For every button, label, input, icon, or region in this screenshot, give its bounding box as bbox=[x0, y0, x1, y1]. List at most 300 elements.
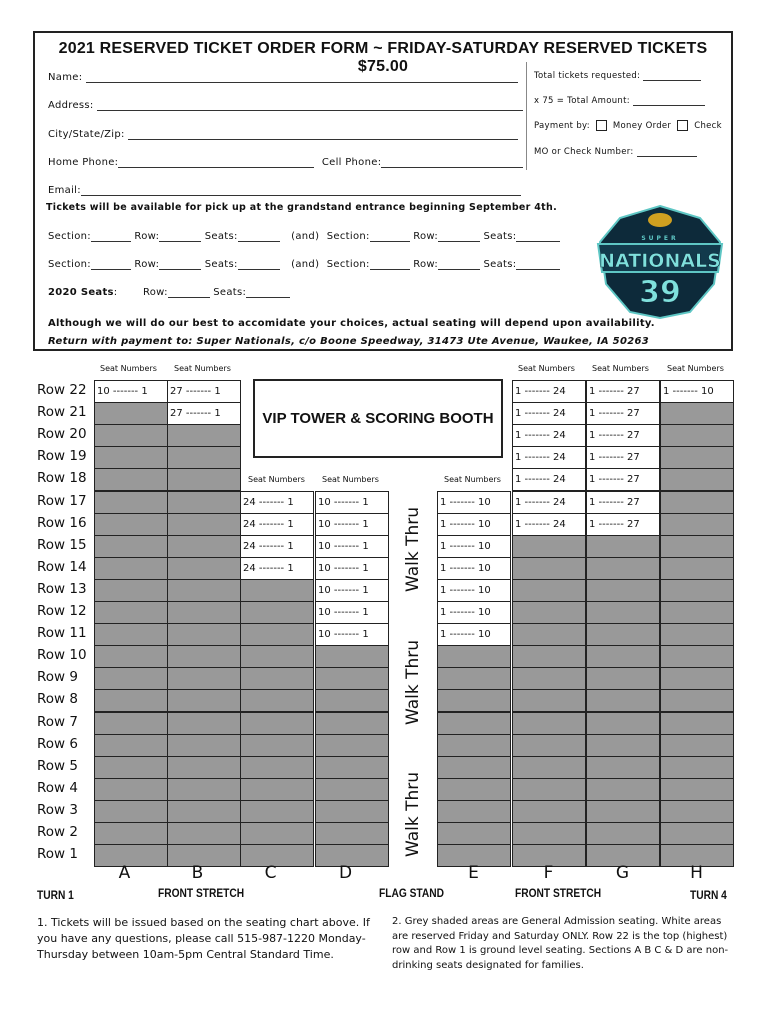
seats-label: Seats: bbox=[213, 287, 247, 298]
row-label: Row 19 bbox=[37, 448, 87, 465]
seat-cell bbox=[94, 645, 168, 668]
seat-cell bbox=[315, 645, 389, 668]
total-amount-field[interactable] bbox=[534, 96, 705, 106]
seat-cell[interactable] bbox=[167, 402, 241, 425]
seat-cell[interactable] bbox=[315, 535, 389, 558]
row-label: Row 16 bbox=[37, 514, 87, 531]
seat-cell[interactable] bbox=[512, 402, 586, 425]
row-label: Row 21 bbox=[37, 404, 87, 421]
seat-cell bbox=[586, 734, 660, 757]
seat-cell[interactable] bbox=[315, 491, 389, 514]
seat-cell bbox=[660, 601, 734, 624]
payment-label: Payment by: bbox=[534, 121, 590, 131]
section-line[interactable] bbox=[91, 232, 131, 242]
seat-cell bbox=[660, 424, 734, 447]
row-line[interactable] bbox=[159, 260, 201, 270]
seat-numbers-header: Seat Numbers bbox=[248, 475, 305, 484]
seat-cell[interactable] bbox=[315, 601, 389, 624]
seat-cell bbox=[94, 424, 168, 447]
seat-cell bbox=[660, 756, 734, 779]
seat-cell bbox=[94, 446, 168, 469]
seat-cell bbox=[512, 645, 586, 668]
home-phone-line[interactable] bbox=[118, 158, 314, 168]
seat-cell bbox=[586, 645, 660, 668]
logo-number: 39 bbox=[639, 275, 681, 310]
seat-cell bbox=[660, 535, 734, 558]
seats-line[interactable] bbox=[246, 288, 290, 298]
seat-cell[interactable] bbox=[586, 491, 660, 514]
seat-cell bbox=[437, 822, 511, 845]
seats-label: Seats: bbox=[204, 231, 238, 242]
row-line[interactable] bbox=[438, 260, 480, 270]
seat-cell bbox=[586, 689, 660, 712]
seat-cell bbox=[167, 424, 241, 447]
seat-cell[interactable] bbox=[315, 557, 389, 580]
seat-cell[interactable] bbox=[586, 402, 660, 425]
seat-cell bbox=[94, 756, 168, 779]
seat-cell bbox=[167, 645, 241, 668]
vip-tower-box bbox=[253, 379, 503, 458]
seat-cell bbox=[94, 712, 168, 735]
seat-cell bbox=[586, 756, 660, 779]
column-letter: B bbox=[191, 863, 204, 883]
seat-range: 1 ------- 10 bbox=[440, 562, 491, 574]
seat-cell bbox=[660, 645, 734, 668]
seat-cell[interactable] bbox=[586, 424, 660, 447]
seat-range: 1 ------- 10 bbox=[440, 629, 491, 641]
seat-cell bbox=[167, 446, 241, 469]
column-letter: A bbox=[118, 863, 131, 883]
seat-cell bbox=[240, 601, 314, 624]
seat-cell bbox=[512, 601, 586, 624]
seats-line[interactable] bbox=[516, 232, 560, 242]
seat-cell bbox=[437, 778, 511, 801]
seat-cell[interactable] bbox=[94, 380, 168, 403]
row-label: Row 17 bbox=[37, 492, 87, 509]
seat-cell[interactable] bbox=[437, 623, 511, 646]
seat-cell[interactable] bbox=[512, 513, 586, 536]
seat-cell bbox=[437, 645, 511, 668]
seat-cell bbox=[240, 689, 314, 712]
seat-cell bbox=[94, 402, 168, 425]
row-label: Row 3 bbox=[37, 801, 78, 818]
column-letter: H bbox=[690, 863, 703, 883]
seat-range: 24 ------- 1 bbox=[243, 496, 294, 508]
seat-cell bbox=[660, 778, 734, 801]
seat-cell bbox=[586, 579, 660, 602]
seat-numbers-header: Seat Numbers bbox=[444, 475, 501, 484]
seat-cell[interactable] bbox=[315, 623, 389, 646]
seat-range: 10 ------- 1 bbox=[318, 496, 369, 508]
seat-cell[interactable] bbox=[512, 468, 586, 491]
seat-range: 1 ------- 24 bbox=[515, 452, 566, 464]
seat-cell[interactable] bbox=[437, 491, 511, 514]
walk-thru-label-2: Walk Thru bbox=[403, 639, 423, 725]
seat-cell bbox=[512, 734, 586, 757]
seat-range: 1 ------- 27 bbox=[589, 452, 640, 464]
seat-range: 27 ------- 1 bbox=[170, 386, 221, 397]
seat-cell bbox=[512, 689, 586, 712]
mo-number-label: MO or Check Number: bbox=[534, 147, 634, 157]
seat-cell[interactable] bbox=[240, 491, 314, 514]
row-label: Row 5 bbox=[37, 757, 78, 774]
address-field[interactable] bbox=[48, 100, 523, 111]
row-line[interactable] bbox=[159, 232, 201, 242]
seat-cell bbox=[240, 712, 314, 735]
seats-line[interactable] bbox=[238, 232, 280, 242]
front-stretch-right-label: FRONT STRETCH bbox=[515, 886, 602, 900]
seat-cell bbox=[660, 579, 734, 602]
turn-1-label: TURN 1 bbox=[37, 888, 74, 902]
seat-range: 10 ------- 1 bbox=[318, 629, 369, 641]
total-amount-line[interactable] bbox=[633, 96, 705, 106]
seat-cell bbox=[660, 491, 734, 514]
section-label: Section: bbox=[326, 259, 370, 270]
seat-cell[interactable] bbox=[437, 513, 511, 536]
seat-cell bbox=[167, 712, 241, 735]
seat-cell bbox=[94, 579, 168, 602]
row-label: Row 20 bbox=[37, 426, 87, 443]
seat-cell bbox=[437, 734, 511, 757]
seat-range: 1 ------- 24 bbox=[515, 496, 566, 508]
seat-cell[interactable] bbox=[437, 601, 511, 624]
row-label: Row 12 bbox=[37, 603, 87, 619]
row-label: Row: bbox=[134, 259, 160, 270]
seat-cell bbox=[240, 579, 314, 602]
seat-cell bbox=[586, 557, 660, 580]
seat-range: 10 ------- 1 bbox=[318, 584, 369, 596]
seat-cell bbox=[167, 778, 241, 801]
seat-cell bbox=[512, 535, 586, 558]
row-label: Row 15 bbox=[37, 536, 87, 553]
seat-cell bbox=[660, 822, 734, 845]
seat-cell bbox=[586, 535, 660, 558]
address-line[interactable] bbox=[97, 101, 523, 111]
seat-range: 24 ------- 1 bbox=[243, 540, 294, 552]
pickup-note: Tickets will be available for pick up at the grandstand entrance beginning September 4th. bbox=[46, 202, 557, 213]
seat-cell bbox=[167, 513, 241, 536]
column-letter: D bbox=[338, 863, 353, 883]
seat-cell bbox=[437, 712, 511, 735]
seat-cell bbox=[437, 689, 511, 712]
seat-cell[interactable] bbox=[315, 579, 389, 602]
seat-cell bbox=[660, 446, 734, 469]
seat-cell bbox=[586, 623, 660, 646]
seat-cell[interactable] bbox=[437, 557, 511, 580]
vip-label: VIP TOWER & SCORING BOOTH bbox=[262, 410, 494, 427]
seat-cell bbox=[512, 667, 586, 690]
seat-cell bbox=[167, 667, 241, 690]
seat-cell bbox=[167, 822, 241, 845]
seat-numbers-header: Seat Numbers bbox=[518, 364, 575, 373]
seat-range: 10 ------- 1 bbox=[318, 607, 369, 618]
seat-cell bbox=[512, 800, 586, 823]
seat-cell bbox=[167, 734, 241, 757]
seat-cell bbox=[167, 468, 241, 491]
seats-label: Seats: bbox=[483, 259, 517, 270]
seat-cell bbox=[660, 689, 734, 712]
and-label: (and) bbox=[291, 231, 320, 242]
seat-cell bbox=[660, 667, 734, 690]
seat-cell bbox=[167, 756, 241, 779]
seats-label: Seats: bbox=[204, 259, 238, 270]
name-label: Name: bbox=[48, 72, 83, 83]
seat-cell bbox=[660, 734, 734, 757]
email-line[interactable] bbox=[81, 186, 521, 196]
seat-cell bbox=[94, 601, 168, 624]
column-letter: F bbox=[543, 863, 554, 883]
row-label: Row 6 bbox=[37, 735, 78, 752]
seat-cell bbox=[240, 778, 314, 801]
seat-range: 1 ------- 24 bbox=[515, 386, 566, 397]
flag-stand-label: FLAG STAND bbox=[379, 886, 444, 900]
seat-cell[interactable] bbox=[586, 513, 660, 536]
mo-number-field[interactable] bbox=[534, 147, 697, 157]
seat-cell bbox=[512, 822, 586, 845]
seat-cell bbox=[94, 513, 168, 536]
row-label: Row: bbox=[413, 231, 439, 242]
row-label: Row: bbox=[142, 287, 168, 298]
note-1: 1. Tickets will be issued based on the seating chart above. If you have any questions, please call 515-987-1220 Monday-Thursday between 10am-5pm Central Standard Time. bbox=[37, 916, 370, 961]
seat-range: 24 ------- 1 bbox=[243, 562, 294, 574]
seat-cell[interactable] bbox=[512, 446, 586, 469]
seat-cell bbox=[94, 734, 168, 757]
seat-cell[interactable] bbox=[437, 535, 511, 558]
logo-graphic bbox=[596, 204, 724, 320]
seat-cell[interactable] bbox=[512, 380, 586, 403]
note-2: 2. Grey shaded areas are General Admission seating. White areas are reserved Friday and Saturday ONLY. Row 22 is the top (highest) row and Row 1 is ground level seating. Sections A B C & D are non-drinking seats designated for families. bbox=[392, 916, 729, 971]
total-tickets-line[interactable] bbox=[643, 71, 701, 81]
seat-cell bbox=[586, 601, 660, 624]
total-amount-label: x 75 = Total Amount: bbox=[534, 96, 630, 106]
check-checkbox[interactable] bbox=[677, 120, 688, 131]
home-phone-field[interactable] bbox=[48, 157, 523, 168]
seat-range: 1 ------- 27 bbox=[589, 430, 640, 442]
seat-cell bbox=[315, 712, 389, 735]
section-choice-2[interactable] bbox=[48, 259, 560, 270]
seat-cell bbox=[167, 623, 241, 646]
section-line[interactable] bbox=[91, 260, 131, 270]
row-label: Row: bbox=[413, 259, 439, 270]
seat-cell bbox=[94, 557, 168, 580]
seat-cell bbox=[660, 468, 734, 491]
section-label: Section: bbox=[326, 231, 370, 242]
payment-field bbox=[534, 120, 722, 131]
seat-cell bbox=[660, 623, 734, 646]
seat-cell bbox=[586, 667, 660, 690]
row-label: Row: bbox=[134, 231, 160, 242]
seat-cell bbox=[586, 822, 660, 845]
seat-cell bbox=[167, 557, 241, 580]
seat-cell[interactable] bbox=[315, 513, 389, 536]
section-line[interactable] bbox=[370, 232, 410, 242]
row-label: Row 13 bbox=[37, 580, 87, 597]
seat-cell bbox=[240, 800, 314, 823]
seat-range: 1 ------- 10 bbox=[440, 584, 491, 596]
seat-cell bbox=[240, 822, 314, 845]
super-nationals-logo bbox=[596, 204, 724, 320]
address-label: Address: bbox=[48, 100, 94, 111]
seat-numbers-header: Seat Numbers bbox=[174, 364, 231, 373]
seat-cell bbox=[660, 712, 734, 735]
seats-line[interactable] bbox=[238, 260, 280, 270]
money-order-checkbox[interactable] bbox=[596, 120, 607, 131]
column-letter: C bbox=[264, 863, 277, 883]
row-label: Row 7 bbox=[37, 713, 78, 730]
column-letter: G bbox=[615, 863, 630, 883]
seat-cell bbox=[94, 822, 168, 845]
seat-range: 1 ------- 24 bbox=[515, 474, 566, 486]
seat-cell bbox=[315, 689, 389, 712]
availability-note: Although we will do our best to accomidate your choices, actual seating will depend upon availability. bbox=[48, 318, 655, 329]
seat-numbers-header: Seat Numbers bbox=[667, 364, 724, 373]
seat-range: 1 ------- 27 bbox=[589, 496, 640, 508]
seat-range: 10 ------- 1 bbox=[318, 562, 369, 574]
seat-cell bbox=[660, 402, 734, 425]
seat-cell bbox=[167, 535, 241, 558]
row-line[interactable] bbox=[438, 232, 480, 242]
seat-cell bbox=[94, 623, 168, 646]
seat-cell bbox=[512, 623, 586, 646]
section-choice-1[interactable] bbox=[48, 231, 560, 242]
check-label: Check bbox=[694, 121, 722, 131]
seat-range: 1 ------- 27 bbox=[589, 386, 640, 397]
name-field[interactable] bbox=[48, 72, 518, 83]
seat-cell[interactable] bbox=[586, 468, 660, 491]
seat-cell bbox=[660, 557, 734, 580]
seat-cell bbox=[437, 667, 511, 690]
walk-thru-label-1: Walk Thru bbox=[403, 506, 423, 592]
seat-cell bbox=[167, 601, 241, 624]
section-label: Section: bbox=[48, 231, 91, 242]
logo-name: NATIONALS bbox=[599, 250, 721, 272]
turn-4-label: TURN 4 bbox=[690, 888, 727, 902]
seat-range: 1 ------- 24 bbox=[515, 408, 566, 420]
total-tickets-field[interactable] bbox=[534, 71, 701, 81]
seat-numbers-header: Seat Numbers bbox=[322, 475, 379, 484]
seat-cell bbox=[315, 667, 389, 690]
seats-2020-field[interactable]: 2020 Seats: Row: Seats: bbox=[48, 287, 290, 298]
seat-cell bbox=[240, 645, 314, 668]
seat-cell bbox=[94, 468, 168, 491]
seat-cell[interactable] bbox=[240, 535, 314, 558]
seat-cell[interactable] bbox=[512, 424, 586, 447]
front-stretch-left-label: FRONT STRETCH bbox=[158, 886, 245, 900]
city-label: City/State/Zip: bbox=[48, 129, 125, 140]
seat-range: 10 ------- 1 bbox=[318, 518, 369, 530]
seat-cell[interactable] bbox=[240, 557, 314, 580]
seat-cell bbox=[167, 800, 241, 823]
seat-cell bbox=[240, 623, 314, 646]
seat-numbers-header: Seat Numbers bbox=[592, 364, 649, 373]
seat-cell[interactable] bbox=[660, 380, 734, 403]
money-order-label: Money Order bbox=[612, 121, 672, 131]
seat-cell bbox=[512, 557, 586, 580]
city-field[interactable] bbox=[48, 129, 518, 140]
seat-range: 10 ------- 1 bbox=[318, 540, 369, 552]
seat-cell bbox=[660, 513, 734, 536]
row-label: Row 22 bbox=[37, 382, 87, 398]
seat-cell bbox=[586, 778, 660, 801]
city-line[interactable] bbox=[128, 130, 518, 140]
seat-range: 1 ------- 27 bbox=[589, 474, 640, 486]
seat-range: 1 ------- 27 bbox=[589, 518, 640, 530]
row-label: Row 11 bbox=[37, 625, 87, 642]
cell-phone-label: Cell Phone: bbox=[321, 157, 382, 168]
seat-cell bbox=[512, 712, 586, 735]
logo-top-text: SUPER bbox=[641, 235, 679, 242]
row-label: Row 1 bbox=[37, 846, 78, 863]
section-label: Section: bbox=[48, 259, 91, 270]
row-label: Row 9 bbox=[37, 669, 78, 686]
email-field[interactable] bbox=[48, 185, 521, 196]
seat-cell bbox=[660, 800, 734, 823]
seat-range: 1 ------- 10 bbox=[440, 518, 491, 530]
column-letter: E bbox=[468, 863, 479, 883]
seat-cell bbox=[512, 579, 586, 602]
seat-cell[interactable] bbox=[512, 491, 586, 514]
seat-range: 1 ------- 27 bbox=[589, 408, 640, 420]
seat-cell bbox=[315, 822, 389, 845]
row-label: Row 2 bbox=[37, 824, 78, 840]
seat-cell[interactable] bbox=[586, 380, 660, 403]
seat-range: 1 ------- 10 bbox=[440, 540, 491, 552]
seat-range: 1 ------- 24 bbox=[515, 430, 566, 442]
seat-cell bbox=[512, 756, 586, 779]
seat-cell bbox=[586, 800, 660, 823]
seat-cell bbox=[437, 756, 511, 779]
seat-cell bbox=[167, 689, 241, 712]
seat-cell bbox=[437, 800, 511, 823]
seat-cell[interactable] bbox=[437, 579, 511, 602]
seat-range: 1 ------- 10 bbox=[440, 607, 491, 618]
name-line[interactable] bbox=[86, 73, 518, 83]
row-line[interactable] bbox=[168, 288, 210, 298]
seat-range: 1 ------- 10 bbox=[440, 496, 491, 508]
seat-cell bbox=[167, 579, 241, 602]
email-label: Email: bbox=[48, 185, 81, 196]
seat-cell[interactable] bbox=[240, 513, 314, 536]
walk-thru-label-3: Walk Thru bbox=[403, 771, 423, 857]
seat-cell[interactable] bbox=[586, 446, 660, 469]
row-label: Row 18 bbox=[37, 470, 87, 487]
seat-cell bbox=[167, 491, 241, 514]
seats-label: Seats: bbox=[483, 231, 517, 242]
form-title: 2021 RESERVED TICKET ORDER FORM ~ FRIDAY-SATURDAY RESERVED TICKETS $75.00 bbox=[58, 40, 708, 75]
seats-2020-label: 2020 Seats bbox=[48, 287, 114, 298]
seat-cell bbox=[315, 734, 389, 757]
seat-cell bbox=[315, 756, 389, 779]
cell-phone-line[interactable] bbox=[381, 158, 523, 168]
seat-range: 1 ------- 24 bbox=[515, 518, 566, 530]
seat-cell bbox=[94, 491, 168, 514]
seat-cell bbox=[94, 778, 168, 801]
seat-cell bbox=[240, 667, 314, 690]
seat-cell bbox=[240, 756, 314, 779]
row-label: Row 8 bbox=[37, 691, 78, 708]
row-label: Row 4 bbox=[37, 779, 78, 796]
seat-cell[interactable] bbox=[167, 380, 241, 403]
seat-cell bbox=[315, 800, 389, 823]
seat-cell bbox=[586, 712, 660, 735]
mo-number-line[interactable] bbox=[637, 147, 697, 157]
seat-range: 27 ------- 1 bbox=[170, 408, 221, 420]
seat-cell bbox=[94, 535, 168, 558]
seat-cell bbox=[94, 689, 168, 712]
section-line[interactable] bbox=[370, 260, 410, 270]
seat-range: 24 ------- 1 bbox=[243, 518, 294, 530]
seats-line[interactable] bbox=[516, 260, 560, 270]
